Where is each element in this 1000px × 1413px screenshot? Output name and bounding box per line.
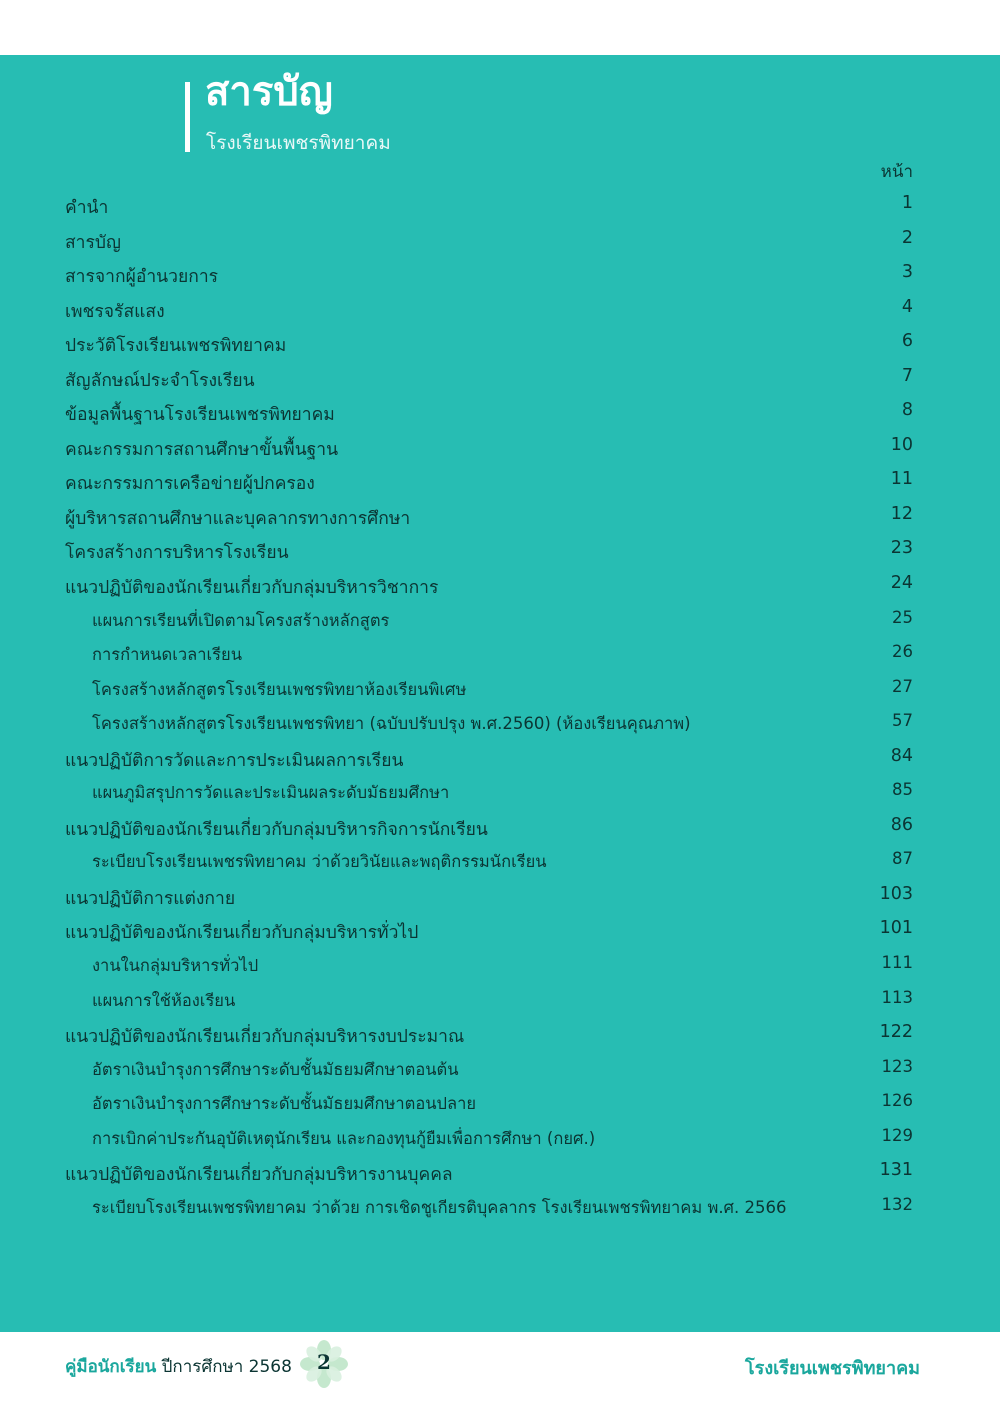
toc-entry-page: 132 (881, 1194, 913, 1214)
toc-entry-page: 11 (890, 469, 913, 490)
toc-subentry[interactable] (0, 983, 1000, 1018)
toc-entry-page: 84 (890, 745, 913, 766)
toc-entry-page: 3 (901, 262, 913, 283)
toc-entry-title: แผนการเรียนที่เปิดตามโครงสร้างหลักสูตร (92, 610, 390, 630)
toc-entry-title: อัตราเงินบำรุงการศึกษาระดับชั้นมัธยมศึกษาตอนต้น (92, 1059, 459, 1079)
toc-entry-title: งานในกลุ่มบริหารทั่วไป (92, 956, 259, 976)
toc-entry-title: แนวปฏิบัติของนักเรียนเกี่ยวกับกลุ่มบริหารทั่วไป (65, 923, 419, 944)
toc-subentry[interactable] (0, 1190, 1000, 1225)
toc-entry-title: โครงสร้างหลักสูตรโรงเรียนเพชรพิทยาห้องเรียนพิเศษ (92, 679, 467, 699)
toc-entry-page: 101 (879, 918, 913, 939)
toc-entry[interactable] (0, 292, 1000, 327)
toc-entry[interactable] (0, 430, 1000, 465)
toc-entry-page: 87 (892, 849, 913, 869)
toc-entry-title: ระเบียบโรงเรียนเพชรพิทยาคม ว่าด้วย การเชิดชูเกียรติบุคลากร โรงเรียนเพชรพิทยาคม พ.ศ. 2566 (92, 1197, 787, 1217)
toc-entry-page: 1 (901, 193, 913, 213)
toc-entry[interactable] (0, 879, 1000, 914)
table-of-contents (0, 188, 1000, 1224)
toc-entry-title: คณะกรรมการเครือข่ายผู้ปกครอง (65, 474, 315, 495)
toc-subentry[interactable] (0, 1086, 1000, 1121)
toc-entry[interactable] (0, 464, 1000, 499)
toc-entry-page: 126 (881, 1091, 913, 1111)
toc-entry-title: แนวปฏิบัติของนักเรียนเกี่ยวกับกลุ่มบริหารงบประมาณ (65, 1027, 465, 1048)
toc-entry-page: 129 (881, 1125, 913, 1145)
toc-entry[interactable] (0, 533, 1000, 568)
toc-entry[interactable] (0, 326, 1000, 361)
toc-entry-title: โครงสร้างการบริหารโรงเรียน (65, 543, 289, 564)
title-accent-bar (185, 82, 190, 152)
page-number: 2 (317, 1350, 331, 1374)
toc-entry[interactable] (0, 223, 1000, 258)
toc-subentry[interactable] (0, 775, 1000, 810)
toc-entry[interactable] (0, 741, 1000, 776)
toc-entry-page: 10 (890, 434, 913, 455)
toc-entry-title: ระเบียบโรงเรียนเพชรพิทยาคม ว่าด้วยวินัยและพฤติกรรมนักเรียน (92, 852, 547, 872)
toc-entry-page: 57 (892, 711, 913, 731)
toc-entry-page: 131 (879, 1160, 913, 1181)
toc-entry-title: สารจากผู้อำนวยการ (65, 267, 219, 288)
toc-entry[interactable] (0, 257, 1000, 292)
toc-entry-page: 122 (879, 1022, 913, 1043)
toc-entry-page: 8 (901, 400, 913, 421)
toc-entry-page: 6 (901, 331, 913, 352)
toc-entry-title: แนวปฏิบัติการวัดและการประเมินผลการเรียน (65, 750, 404, 771)
toc-entry-page: 85 (892, 780, 913, 800)
toc-entry-title: คำนำ (65, 198, 109, 218)
toc-subentry[interactable] (0, 1052, 1000, 1087)
toc-entry-title: แผนการใช้ห้องเรียน (92, 990, 236, 1010)
toc-entry-title: เพชรจรัสแสง (65, 301, 165, 322)
page-title: สารบัญ (205, 69, 333, 115)
toc-entry-page: 24 (890, 573, 913, 594)
page-subtitle: โรงเรียนเพชรพิทยาคม (206, 132, 391, 154)
toc-entry[interactable] (0, 1017, 1000, 1052)
page-column-label: หน้า (880, 162, 913, 182)
toc-entry-page: 113 (881, 987, 913, 1007)
toc-entry-title: อัตราเงินบำรุงการศึกษาระดับชั้นมัธยมศึกษาตอนปลาย (92, 1094, 477, 1114)
toc-entry[interactable] (0, 568, 1000, 603)
toc-entry-page: 86 (890, 814, 913, 835)
toc-entry-title: คณะกรรมการสถานศึกษาขั้นพื้นฐาน (65, 439, 339, 460)
toc-subentry[interactable] (0, 948, 1000, 983)
toc-entry-title: แนวปฏิบัติของนักเรียนเกี่ยวกับกลุ่มบริหารงานบุคคล (65, 1165, 453, 1186)
toc-entry-page: 7 (901, 365, 913, 386)
toc-entry-title: แนวปฏิบัติของนักเรียนเกี่ยวกับกลุ่มบริหารกิจการนักเรียน (65, 819, 488, 840)
toc-entry-title: แผนภูมิสรุปการวัดและประเมินผลระดับมัธยมศึกษา (92, 783, 450, 803)
toc-entry-page: 123 (881, 1056, 913, 1076)
toc-entry-title: แนวปฏิบัติของนักเรียนเกี่ยวกับกลุ่มบริหารวิชาการ (65, 578, 439, 599)
toc-entry-page: 111 (881, 953, 913, 973)
toc-entry-title: สัญลักษณ์ประจำโรงเรียน (65, 370, 255, 391)
toc-entry-title: ประวัติโรงเรียนเพชรพิทยาคม (65, 336, 287, 357)
toc-entry-page: 4 (901, 296, 913, 317)
toc-entry-title: โครงสร้างหลักสูตรโรงเรียนเพชรพิทยา (ฉบับปรับปรุง พ.ศ.2560) (ห้องเรียนคุณภาพ) (92, 714, 691, 734)
toc-entry-title: การกำหนดเวลาเรียน (92, 645, 242, 665)
toc-entry-title: ข้อมูลพื้นฐานโรงเรียนเพชรพิทยาคม (65, 405, 335, 426)
footer-handbook-label (65, 1353, 292, 1380)
toc-entry[interactable] (0, 1155, 1000, 1190)
toc-entry-title: สารบัญ (65, 232, 121, 253)
toc-subentry[interactable] (0, 1121, 1000, 1156)
toc-entry[interactable] (0, 361, 1000, 396)
toc-subentry[interactable] (0, 844, 1000, 879)
footer-brand: คู่มือนักเรียน (65, 1357, 157, 1377)
toc-entry[interactable] (0, 810, 1000, 845)
toc-entry[interactable] (0, 499, 1000, 534)
toc-subentry[interactable] (0, 637, 1000, 672)
toc-entry[interactable] (0, 188, 1000, 223)
toc-subentry[interactable] (0, 672, 1000, 707)
toc-entry-page: 25 (892, 607, 913, 627)
toc-entry-page: 26 (892, 642, 913, 662)
toc-entry[interactable] (0, 395, 1000, 430)
toc-subentry[interactable] (0, 603, 1000, 638)
toc-subentry[interactable] (0, 706, 1000, 741)
toc-entry-page: 12 (890, 503, 913, 524)
toc-entry-page: 27 (892, 676, 913, 696)
toc-entry-page: 23 (890, 538, 913, 559)
toc-entry[interactable] (0, 913, 1000, 948)
toc-entry-title: ผู้บริหารสถานศึกษาและบุคลากรทางการศึกษา (65, 508, 411, 529)
footer-year: ปีการศึกษา 2568 (161, 1357, 292, 1377)
toc-entry-title: แนวปฏิบัติการแต่งกาย (65, 888, 236, 909)
footer-school-name: โรงเรียนเพชรพิทยาคม (745, 1358, 920, 1379)
toc-entry-page: 103 (879, 883, 913, 904)
toc-entry-title: การเบิกค่าประกันอุบัติเหตุนักเรียน และกองทุนกู้ยืมเพื่อการศึกษา (กยศ.) (92, 1128, 596, 1148)
toc-entry-page: 2 (901, 227, 913, 248)
